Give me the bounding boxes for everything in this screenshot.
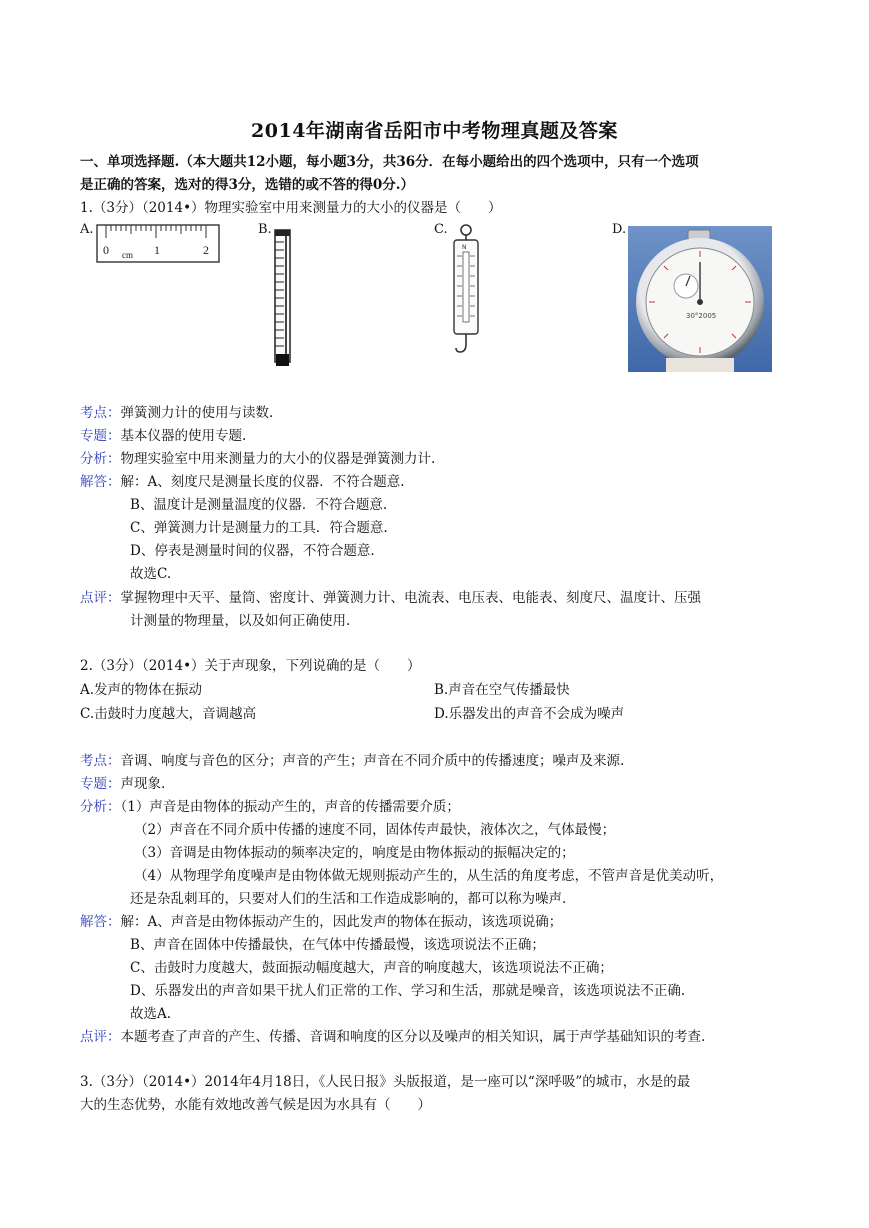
q2-dianping-row	[80, 1027, 705, 1047]
thermometer-image	[272, 228, 294, 374]
question-3-stem-line-1: 3.（3分）（2014•）2014年4月18日，《人民日报》头版报道，是一座可以“深呼吸”的城市，水是的最	[80, 1074, 691, 1090]
q2-dianping-text: 本题考查了声音的产生、传播、音调和响度的区分以及噪声的相关知识，属于声学基础知识的考查.	[120, 1029, 706, 1045]
q1-dianping-row	[80, 588, 701, 608]
q2-jieda-line-5: 故选A.	[130, 1006, 172, 1022]
q2-fenxi-line-5: 还是杂乱刺耳的，只要对人们的生活和工作造成影响的，都可以称为噪声.	[130, 891, 567, 907]
spring-scale-image	[448, 222, 484, 360]
q2-option-a: A.发声的物体在振动	[80, 682, 203, 698]
q1-fenxi-row	[80, 449, 435, 469]
q1-zhuanti-row	[80, 426, 246, 446]
svg-text:1: 1	[154, 243, 160, 257]
q1-jieda-line-3: C、弹簧测力计是测量力的工具．符合题意.	[130, 520, 388, 536]
svg-text:cm: cm	[122, 250, 133, 260]
q2-fenxi-line-1: （1）声音是由物体的振动产生的，声音的传播需要介质；	[120, 799, 460, 815]
q1-kaodian-row	[80, 403, 273, 423]
q1-jieda-tag: 解答：	[80, 474, 121, 490]
q2-option-d: D.乐器发出的声音不会成为噪声	[434, 706, 625, 722]
q1-option-c-label: C.	[434, 222, 448, 237]
q2-zhuanti-row	[80, 774, 165, 794]
q1-jieda-line-4: D、停表是测量时间的仪器，不符合题意.	[130, 543, 375, 559]
q2-fenxi-line-3: （3）音调是由物体振动的频率决定的，响度是由物体振动的振幅决定的；	[134, 845, 575, 861]
q1-dianping-tag: 点评：	[80, 590, 121, 606]
q2-jieda-line-1: 解：A、声音是由物体振动产生的，因此发声的物体在振动，该选项说确；	[120, 914, 563, 930]
q2-option-b: B.声音在空气传播最快	[434, 682, 570, 698]
q1-fenxi-tag: 分析：	[80, 451, 121, 467]
q2-jieda-line-2: B、声音在固体中传播最快，在气体中传播最慢，该选项说法不正确；	[130, 937, 545, 953]
ruler-image	[96, 224, 222, 270]
q2-jieda-line-3: C、击鼓时力度越大，鼓面振动幅度越大，声音的响度越大，该选项说法不正确；	[130, 960, 613, 976]
q2-kaodian-row	[80, 751, 624, 771]
q2-dianping-tag: 点评：	[80, 1029, 121, 1045]
question-1-stem: 1.（3分）（2014•）物理实验室中用来测量力的大小的仪器是（ ）	[80, 200, 502, 216]
q1-dianping-line-1: 掌握物理中天平、量筒、密度计、弹簧测力计、电流表、电压表、电能表、刻度尺、温度计、压强	[120, 590, 701, 606]
q1-jieda-line-5: 故选C.	[130, 566, 172, 582]
svg-text:N: N	[462, 244, 467, 251]
q1-zhuanti-text: 基本仪器的使用专题.	[120, 428, 247, 444]
question-3-stem-line-2: 大的生态优势，水能有效地改善气候是因为水具有（ ）	[80, 1097, 431, 1113]
q1-zhuanti-tag: 专题：	[80, 428, 121, 444]
q2-jieda-tag: 解答：	[80, 914, 121, 930]
svg-text:30°2005: 30°2005	[686, 312, 717, 320]
q2-jieda-row	[80, 912, 562, 932]
q2-fenxi-tag: 分析：	[80, 799, 121, 815]
q2-kaodian-tag: 考点：	[80, 753, 121, 769]
section-heading-line-1: 一、单项选择题.（本大题共12小题，每小题3分，共36分．在每小题给出的四个选项中，只有一个选项	[80, 154, 699, 170]
q2-fenxi-line-4: （4）从物理学角度噪声是由物体做无规则振动产生的，从生活的角度考虑，不管声音是优美动听，	[134, 868, 724, 884]
q1-dianping-line-2: 计测量的物理量，以及如何正确使用.	[130, 613, 351, 629]
q1-jieda-row	[80, 472, 405, 492]
section-heading-line-2: 是正确的答案，选对的得3分，选错的或不答的得0分.）	[80, 177, 414, 193]
stopwatch-image	[628, 226, 772, 376]
q1-kaodian-tag: 考点：	[80, 405, 121, 421]
q1-jieda-line-2: B、温度计是测量温度的仪器．不符合题意.	[130, 497, 388, 513]
document-title: 2014年湖南省岳阳市中考物理真题及答案	[251, 120, 618, 142]
q2-fenxi-row	[80, 797, 460, 817]
q2-zhuanti-text: 声现象.	[120, 776, 166, 792]
q2-fenxi-line-2: （2）声音在不同介质中传播的速度不同，固体传声最快，液体次之，气体最慢；	[134, 822, 616, 838]
q2-option-c: C.击鼓时力度越大，音调越高	[80, 706, 257, 722]
q1-option-d-label: D.	[612, 222, 627, 237]
q1-jieda-line-1: 解：A、刻度尺是测量长度的仪器．不符合题意.	[120, 474, 405, 490]
q2-zhuanti-tag: 专题：	[80, 776, 121, 792]
svg-text:2: 2	[203, 243, 209, 257]
q1-option-a-label: A.	[80, 222, 94, 237]
q2-kaodian-text: 音调、响度与音色的区分；声音的产生；声音在不同介质中的传播速度；噪声及来源.	[120, 753, 625, 769]
q1-fenxi-text: 物理实验室中用来测量力的大小的仪器是弹簧测力计.	[120, 451, 436, 467]
question-2-stem: 2.（3分）（2014•）关于声现象，下列说确的是（ ）	[80, 658, 421, 674]
q1-option-b-label: B.	[258, 222, 272, 237]
q1-kaodian-text: 弹簧测力计的使用与读数.	[120, 405, 274, 421]
svg-text:0: 0	[103, 243, 109, 257]
q2-jieda-line-4: D、乐器发出的声音如果干扰人们正常的工作、学习和生活，那就是噪音，该选项说法不正确.	[130, 983, 686, 999]
